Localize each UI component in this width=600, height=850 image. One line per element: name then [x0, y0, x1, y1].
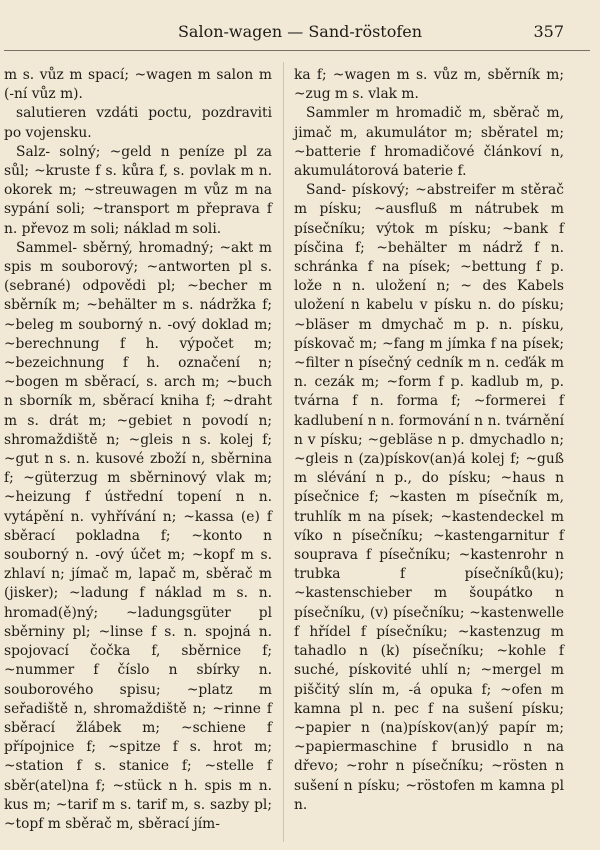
running-title: Salon-wagen — Sand-röstofen [177, 22, 423, 41]
header-rule [4, 50, 590, 51]
running-header [0, 22, 600, 48]
dictionary-entry: Sammler m hromadič m, sběrač m, jimač m, akumulátor m; sběratel m; ~batterie f hromadičové článkoví n, akumulátorová baterie f. [294, 105, 564, 180]
dictionary-entry: Sammel- sběrný, hromadný; ~akt m spis m souborový; ~antworten pl s. (sebrané) odpovědi pl; ~becher m sběrník m; ~behälter m s. nádržka f; ~beleg m souborný n. -ový doklad m; ~berechnung f h. výpočet m; ~bezeichnung f h. označení n; ~bogen m sběrací, s. arch m; ~buch n sborník m, sběrací kniha f; ~draht m s. drát m; ~gebiet n povodí n; shromaždiště n; ~gleis n s. kolej f; ~gut n s. n. kusové zboží n, sběrnina f; ~güterzug m sběrninový vlak m; ~heizung f ústřední topení n n. vytápění n. vyhřívání n; ~kassa (e) f sběrací pokladna f; ~konto n souborný n. -ový účet m; ~kopf m s. zhlaví n; jímač m, lapač m, sběrač m (jisker); ~ladung f náklad m s. n. hromad(ě)ný; ~ladungsgüter pl sběrniny pl; ~linse f s. n. spojná n. spojovací čočka f, sběrnice f; ~nummer f číslo n sbírky n. souborového spisu; ~platz m seřadiště n, shromaždiště n; ~rinne f sběrací žlábek m; ~schiene f přípojnice f; ~spitze f s. hrot m; ~station f s. stanice f; ~stelle f sběr(atel)na f; ~stück n h. spis m n. kus m; ~tarif m s. tarif m, s. sazby pl; ~topf m sběrač m, sběrací jím- [4, 239, 272, 832]
dictionary-entry: salutieren vzdáti poctu, pozdraviti po vojensku. [4, 105, 272, 141]
page-number: 357 [533, 22, 564, 41]
dictionary-entry: Salz- solný; ~geld n peníze pl za sůl; ~kruste f s. kůra f, s. povlak m n. okorek m; ~streuwagen m vůz m na sypání soli; ~transport m přeprava f n. převoz m soli; náklad m soli. [4, 143, 272, 237]
column-gutter [283, 62, 284, 842]
right-column [294, 66, 564, 815]
left-column [4, 66, 272, 834]
dictionary-entry: Sand- pískový; ~abstreifer m stěrač m písku; ~ausfluß m nátrubek m písečníku; výtok m písku; ~bank f písčina f; ~behälter m nádrž f n. schránka f na písek; ~bettung f p. lože n n. uložení n; ~ des Kabels uložení n kabelu v písku n. do písku; ~bläser m dmychač m p. n. písku, pískovač m; ~fang m jímka f na písek; ~filter n písečný cedník m n. ceďák m n. cezák m; ~form f p. kadlub m, p. tvárna f n. forma f; ~formerei f kadlubení n n. formování n n. tvárnění n v písku; ~gebläse n p. dmychadlo n; ~gleis n (za)pískov(an)á kolej f; ~guß m slévání n p., do písku; ~haus n písečnice f; ~kasten m písečník m, truhlík m na písek; ~kastendeckel m víko n písečníku; ~kastengarnitur f souprava f písečníku; ~kastenrohr n trubka f písečníků(ku); ~kastenschieber m šoupátko n písečníku, (v) písečníku; ~kastenwelle f hřídel f písečníku; ~kastenzug m tahadlo n (k) písečníku; ~kohle f suché, pískovité uhlí n; ~mergel m piščitý slín m, -á opuka f; ~ofen m kamna pl n. pec f na sušení písku; ~papier n (na)pískov(an)ý papír m; ~papiermaschine f brusidlo n na dřevo; ~rohr n písečníku; ~rösten n sušení n písku; ~röstofen m kamna pl n. [294, 182, 564, 813]
dictionary-entry: ka f; ~wagen m s. vůz m, sběrník m; ~zug m s. vlak m. [294, 67, 564, 103]
dictionary-entry: m s. vůz m spací; ~wagen m salon m (-ní vůz m). [4, 67, 272, 103]
